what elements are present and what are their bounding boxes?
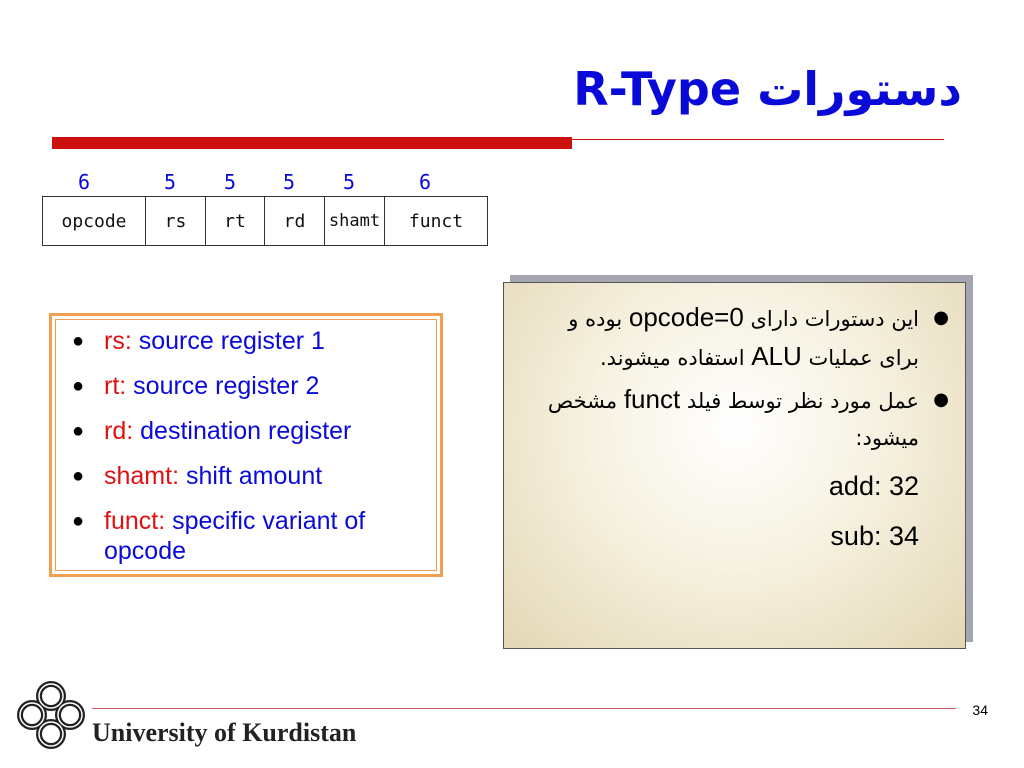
bits-rt: 5 bbox=[223, 170, 237, 194]
field-definitions-list bbox=[62, 326, 437, 566]
field-shamt: shamt bbox=[325, 197, 385, 245]
def-key: rd: bbox=[104, 417, 134, 445]
footer-divider bbox=[92, 708, 956, 709]
code-add: add: 32 bbox=[828, 471, 919, 501]
field-rs: rs bbox=[146, 197, 206, 245]
instruction-format bbox=[42, 196, 488, 246]
notes-box bbox=[503, 282, 966, 649]
bullet-icon: ● bbox=[72, 375, 85, 397]
note-text: مشخص میشود: bbox=[547, 389, 919, 450]
def-key: funct: bbox=[104, 507, 166, 535]
field-definitions-box bbox=[49, 313, 443, 577]
note-funct: funct bbox=[623, 384, 681, 414]
def-desc: destination register bbox=[140, 417, 352, 445]
note-text: این دستورات دارای bbox=[750, 307, 919, 331]
list-item bbox=[62, 461, 437, 491]
field-funct: funct bbox=[408, 210, 464, 232]
title-underline-thin bbox=[572, 139, 944, 140]
note-text: بوده و برای عملیات bbox=[568, 307, 919, 370]
field-rd: rd bbox=[265, 197, 325, 245]
list-item bbox=[62, 371, 437, 401]
bullet-icon: ● bbox=[933, 307, 949, 328]
note-opcode: opcode=0 bbox=[628, 302, 744, 332]
note-alu: ALU bbox=[751, 341, 802, 371]
university-logo-icon bbox=[14, 678, 88, 752]
def-desc: source register 1 bbox=[138, 327, 325, 355]
bits-shamt: 5 bbox=[342, 170, 356, 194]
list-item bbox=[62, 506, 437, 566]
bits-opcode: 6 bbox=[77, 170, 91, 194]
bits-rs: 5 bbox=[163, 170, 177, 194]
field-opcode: opcode bbox=[43, 197, 146, 245]
note-text: عمل مورد نظر توسط فیلد bbox=[686, 389, 919, 413]
note-text: استفاده میشوند. bbox=[600, 346, 745, 370]
note-paragraph-1 bbox=[529, 299, 949, 377]
list-item bbox=[62, 416, 437, 446]
bullet-icon: ● bbox=[933, 389, 949, 410]
def-desc: source register 2 bbox=[133, 372, 320, 400]
page-number: 34 bbox=[972, 702, 988, 718]
def-key: rt: bbox=[104, 372, 127, 400]
bullet-icon: ● bbox=[72, 510, 85, 532]
code-sub: sub: 34 bbox=[830, 521, 919, 551]
title-latin: R-Type bbox=[573, 62, 742, 116]
bullet-icon: ● bbox=[72, 465, 85, 487]
bits-rd: 5 bbox=[282, 170, 296, 194]
def-key: shamt: bbox=[104, 462, 180, 490]
bits-funct: 6 bbox=[418, 170, 432, 194]
field-rt: rt bbox=[206, 197, 265, 245]
def-desc: specific variant of opcode bbox=[104, 507, 366, 565]
def-key: rs: bbox=[104, 327, 132, 355]
list-item bbox=[62, 326, 437, 356]
def-desc: shift amount bbox=[185, 462, 323, 490]
title-persian: دستورات bbox=[757, 62, 962, 116]
notes-content bbox=[529, 299, 949, 561]
bullet-icon: ● bbox=[72, 420, 85, 442]
slide-title bbox=[573, 62, 962, 116]
bullet-icon: ● bbox=[72, 330, 85, 352]
note-paragraph-2 bbox=[529, 381, 949, 457]
university-name: University of Kurdistan bbox=[92, 718, 357, 747]
title-underline bbox=[52, 137, 572, 149]
